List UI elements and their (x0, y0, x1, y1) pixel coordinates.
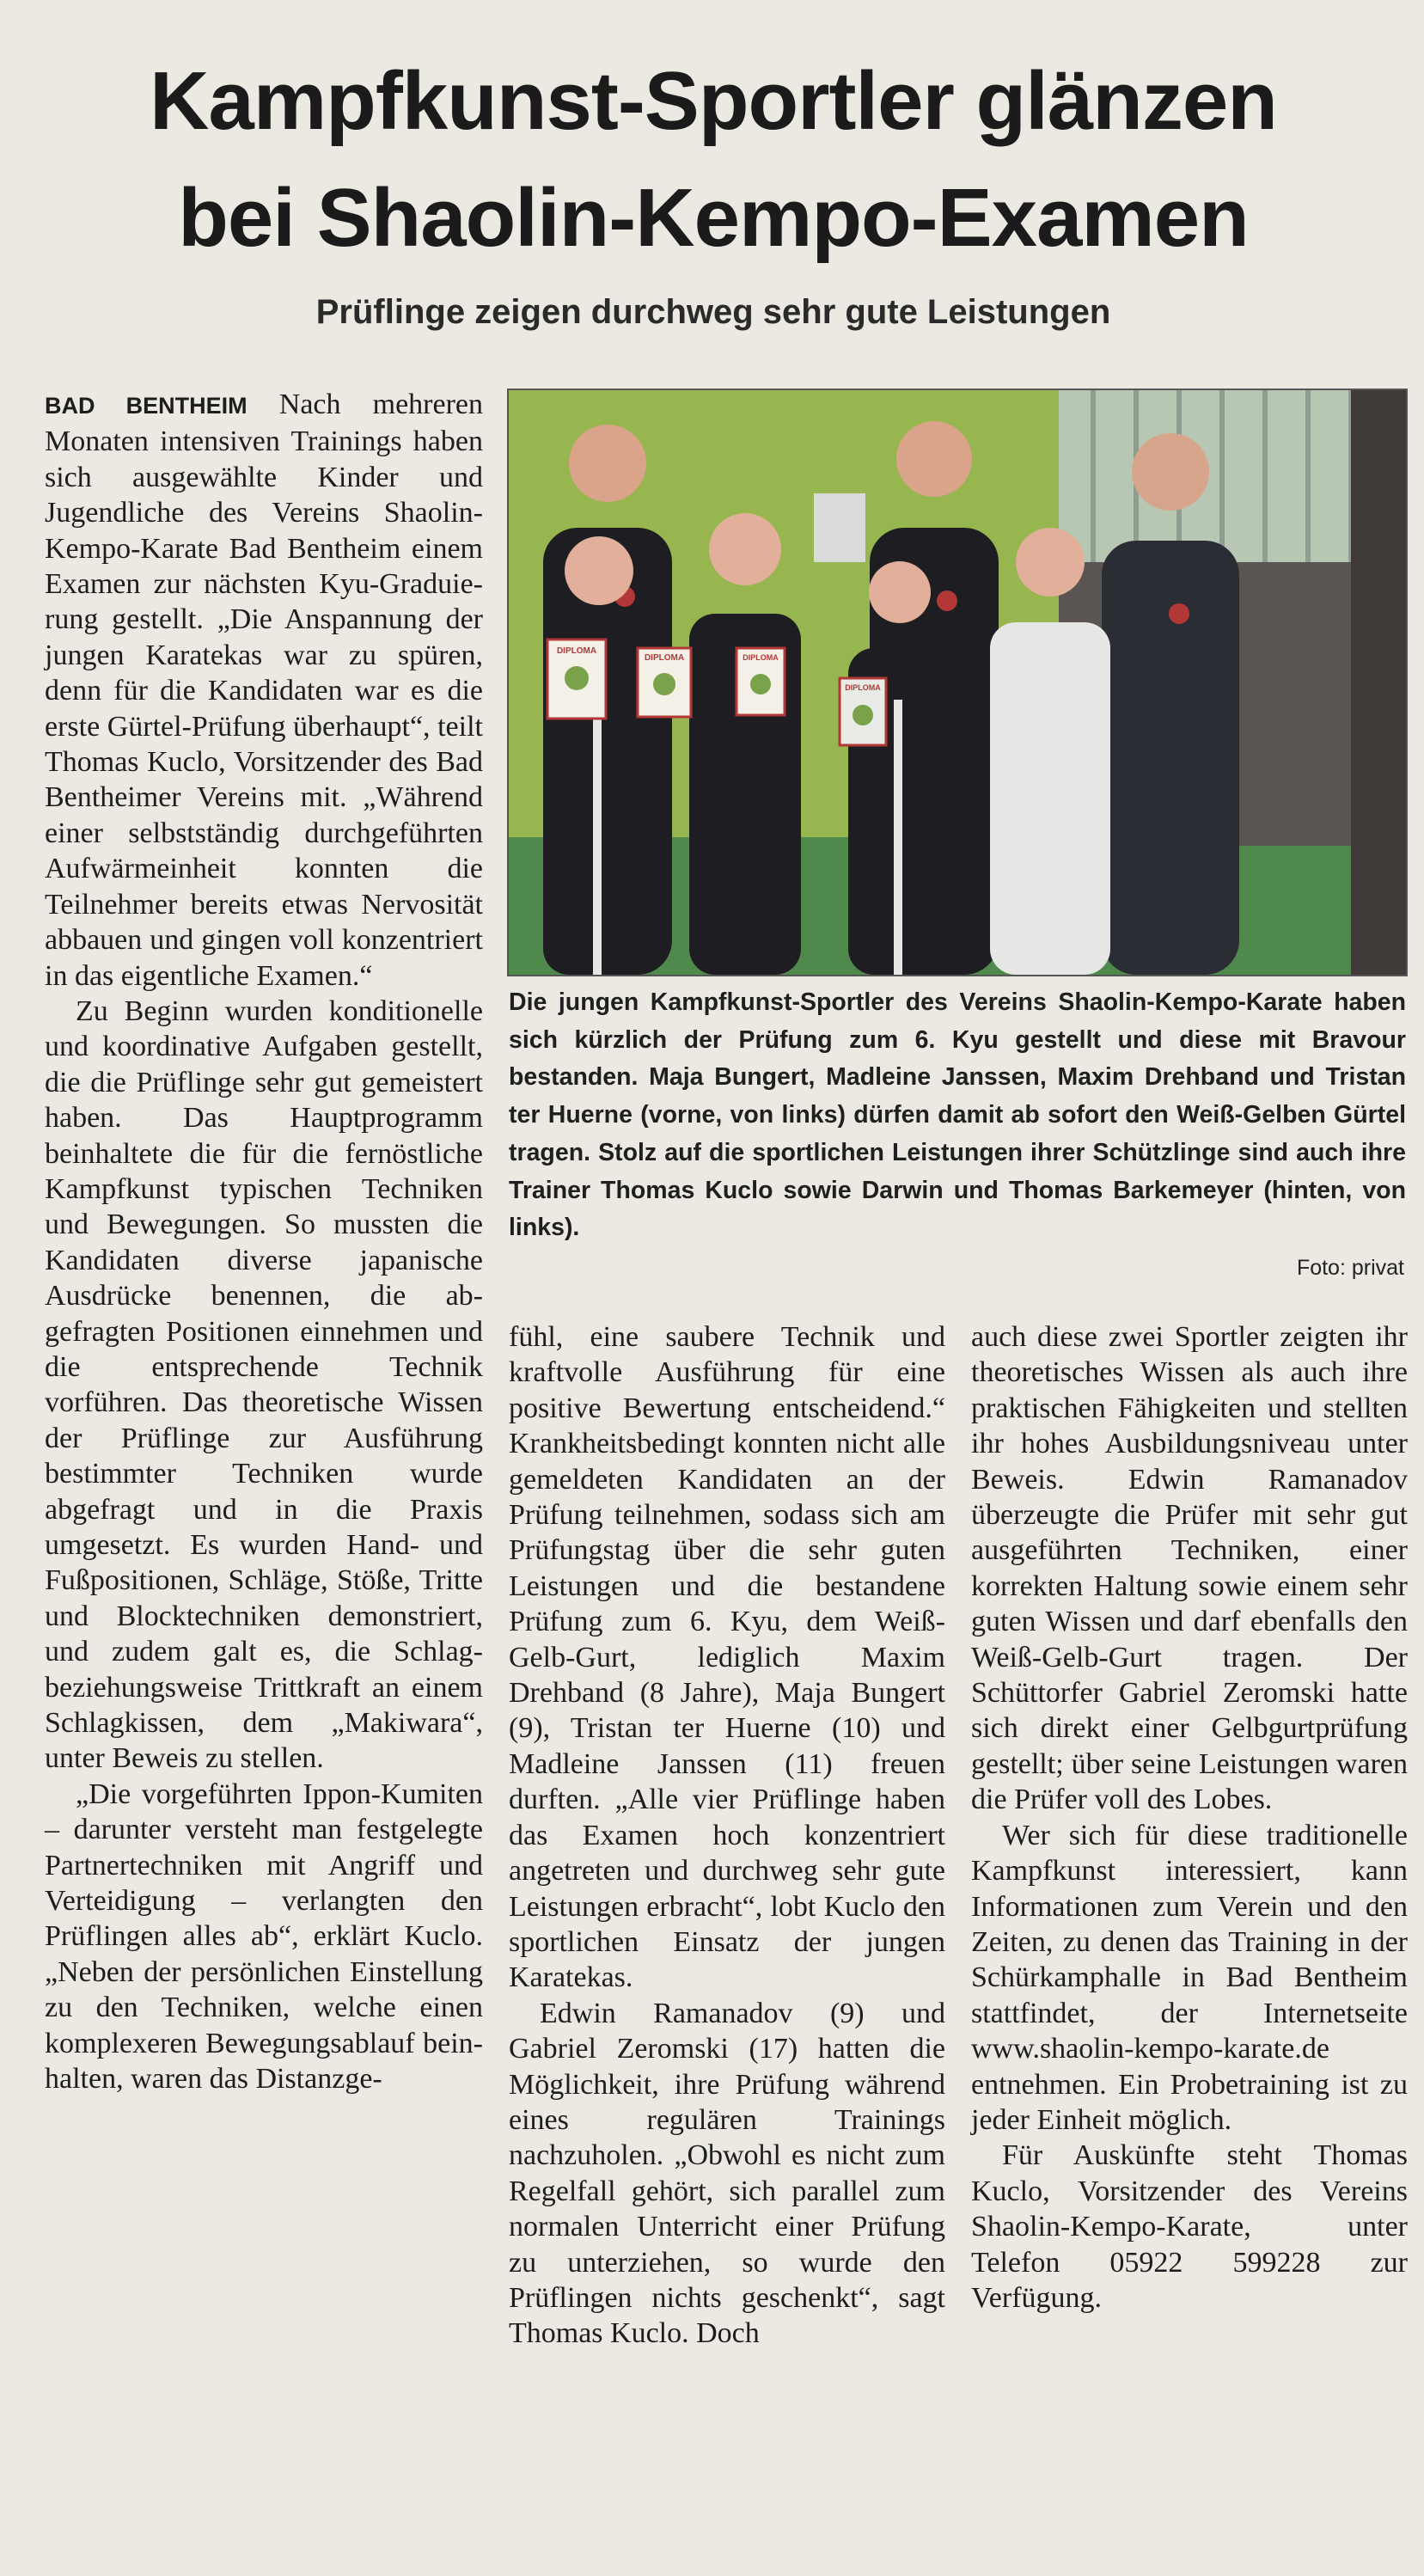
paragraph: auch diese zwei Sportler zeigten ihr theoretisches Wissen als auch ihre praktischen Fähigkeiten und stellten ihr hohes Ausbildungsniveau unter Beweis. Edwin Ramanadov überzeugte die Prüfer mit sehr gut ausgeführten Techniken, einer korrekten Haltung sowie einem sehr guten Wissen und darf ebenfalls den Weiß-Gelb-Gurt tragen. Der Schüttorfer Gabriel Zeromski hatte sich direkt einer Gelbgurtprüfung gestellt; über seine Leistungen waren die Prüfer voll des Lobes. (971, 1321, 1408, 1816)
diploma-label: DIPLOMA (845, 683, 881, 692)
diploma (736, 648, 785, 715)
article-column-3 (971, 1319, 1408, 2316)
paragraph-text: Nach mehreren Monaten intensiven Trainings haben sich ausgewählte Kinder und Jugendliche des Vereins Shaolin-Kempo-Karate Bad Bentheim einem Examen zur nächsten Kyu-Graduierung gestellt. „Die Anspannung der jungen Karatekas war zu spüren, denn für die Kandidaten war es die erste Gürtel-Prüfung überhaupt“, teilt Thomas Kuclo, Vorsitzender des Bad Bentheimer Vereins mit. „Während einer selbstständig durchgeführten Aufwärmeinheit konnten die Teilnehmer bereits etwas Nervosität abbauen und gingen voll konzentriert in das eigentliche Examen.“ (45, 389, 484, 992)
paragraph: Wer sich für diese traditionelle Kampfkunst interessiert, kann Informationen zum Verein und den Zeiten, zu denen das Training in der Schürkamphalle in Bad Bentheim stattfindet, der Internetseite www.shaolin-kempo-karate.de entnehmen. Ein Probetraining ist zu jeder Einheit möglich. (971, 1819, 1408, 2136)
diploma (547, 639, 606, 719)
diploma-label: DIPLOMA (644, 653, 685, 663)
diploma-label: DIPLOMA (556, 646, 597, 656)
dateline: BAD BENTHEIM (45, 393, 248, 419)
diploma-label: DIPLOMA (743, 653, 779, 662)
headline-line-1: Kampfkunst-Sportler glänzen (150, 55, 1277, 147)
paragraph: „Die vorgeführten Ippon-Kumiten – darunter versteht man festgelegte Partnertechniken mit Angriff und Verteidigung – verlangten den Prüflingen alles ab“, erklärt Kuclo. „Neben der persönlichen Einstellung zu den Techniken, welche einen komplexeren Bewegungsablauf beinhalten, waren das Distanzge- (45, 1778, 483, 2096)
paragraph: Für Auskünfte steht Thomas Kuclo, Vorsitzender des Vereins Shaolin-Kempo-Karate, unter Telefon 05922 599228 zur Verfügung. (971, 2139, 1408, 2314)
paragraph (45, 387, 483, 994)
article-column-1 (45, 387, 483, 2097)
article-column-2 (509, 1319, 945, 2352)
subheadline: Prüflinge zeigen durchweg sehr gute Leistungen (315, 293, 1111, 331)
photo-caption: Die jungen Kampfkunst-Sportler des Vereins Shaolin-Kempo-Karate haben sich kürzlich der Prüfung zum 6. Kyu gestellt und diese mit Bravour bestanden. Maja Bungert, Madleine Janssen, Maxim Drehband und Tristan ter Huerne (vorne, von links) dürfen damit ab sofort den Weiß-Gelben Gürtel tragen. Stolz auf die sportlichen Leistungen ihrer Schützlinge sind auch ihre Trainer Thomas Kuclo sowie Darwin und Thomas Barkemeyer (hinten, von links). (509, 988, 1406, 1242)
photo-credit: Foto: privat (1296, 1256, 1404, 1280)
paragraph: fühl, eine saubere Technik und kraftvolle Ausführung für eine positive Bewertung entscheidend.“ Krankheitsbedingt konnten nicht alle gemeldeten Kandidaten an der Prüfung teilnehmen, sodass sich am Prüfungstag über die sehr guten Leistungen und die bestandene Prüfung zum 6. Kyu, dem Weiß-Gelb-Gurt, lediglich Maxim Drehband (8 Jahre), Maja Bungert (9), Tristan ter Huerne (10) und Madleine Janssen (11) freuen durften. „Alle vier Prüflinge haben das Examen hoch konzentriert angetreten und durchweg sehr gute Leistungen erbracht“, lobt Kuclo den sportlichen Einsatz der jungen Karatekas. (509, 1321, 945, 1994)
headline-line-2: bei Shaolin-Kempo-Examen (178, 172, 1249, 264)
photo-illustration (509, 390, 1406, 975)
article-photo (507, 389, 1408, 976)
diploma (840, 678, 886, 745)
paragraph: Zu Beginn wurden konditionelle und koordinative Aufgaben gestellt, die die Prüflinge sehr gut gemeistert haben. Das Hauptprogramm beinhaltete die für die fernöstliche Kampfkunst typischen Techniken und Bewegungen. So mussten die Kandidaten diverse japanische Ausdrücke benennen, die abgefragten Positionen einnehmen und die entsprechende Technik vorführen. Das theoretische Wissen der Prüflinge zur Ausführung bestimmter Techniken wurde abgefragt und in die Praxis umgesetzt. Es wurden Hand- und Fußpositionen, Schläge, Stöße, Tritte und Blocktechniken demonstriert, und zudem galt es, die Schlag- beziehungsweise Trittkraft an einem Schlagkissen, dem „Makiwara“, unter Beweis zu stellen. (45, 994, 483, 1775)
paragraph: Edwin Ramanadov (9) und Gabriel Zeromski (17) hatten die Möglichkeit, ihre Prüfung während eines regulären Trainings nachzuholen. „Obwohl es nicht zum Regelfall gehört, sich parallel zum normalen Unterricht einer Prüfung zu unterziehen, so wurde den Prüflingen nichts geschenkt“, sagt Thomas Kuclo. Doch (509, 1997, 945, 2350)
headline (34, 43, 1392, 277)
diploma (638, 648, 691, 717)
